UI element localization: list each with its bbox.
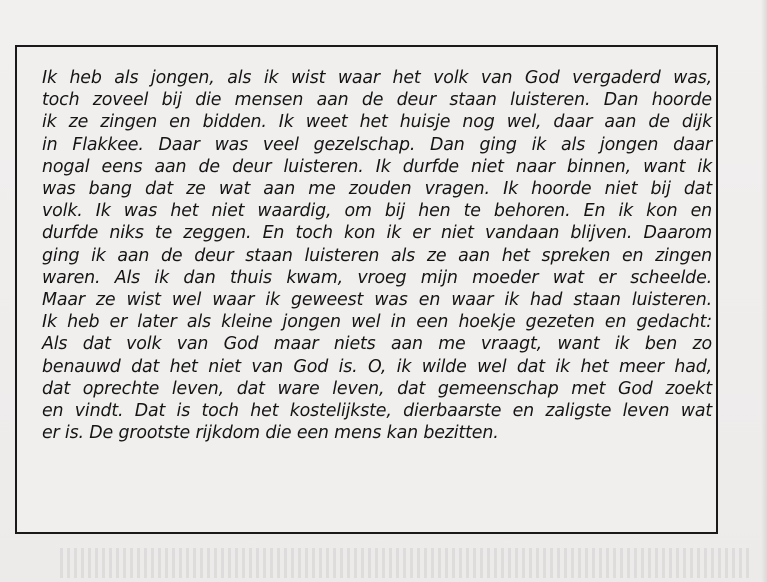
text-line: Maar ze wist wel waar ik geweest was en waar ik had staan luisteren. — [42, 290, 712, 311]
text-line: er is. De grootste rijkdom die een mens kan bezitten. — [42, 423, 499, 444]
text-line: ik ze zingen en bidden. Ik weet het huisje nog wel, daar aan de dijk — [42, 112, 712, 133]
page-edge-shadow — [761, 0, 767, 582]
text-line: durfde niks te zeggen. En toch kon ik er niet vandaan blijven. Daarom — [42, 223, 712, 244]
text-line: ging ik aan de deur staan luisteren als ze aan het spreken en zingen — [42, 245, 712, 266]
text-line: was bang dat ze wat aan me zouden vragen. Ik hoorde niet bij dat — [42, 179, 712, 200]
text-line: toch zoveel bij die mensen aan de deur staan luisteren. Dan hoorde — [42, 90, 712, 111]
text-line: dat oprechte leven, dat ware leven, dat gemeenschap met God zoekt — [42, 378, 712, 399]
text-line: volk. Ik was het niet waardig, om bij hen te behoren. En ik kon en — [42, 201, 712, 222]
text-line: Ik heb als jongen, als ik wist waar het volk van God vergaderd was, — [42, 68, 712, 88]
text-line: en vindt. Dat is toch het kostelijkste, dierbaarste en zaligste leven wat — [42, 401, 712, 422]
text-line: in Flakkee. Daar was veel gezelschap. Dan ging ik als jongen daar — [42, 134, 712, 155]
text-line: nogal eens aan de deur luisteren. Ik durfde niet naar binnen, want ik — [42, 156, 712, 177]
text-line: benauwd dat het niet van God is. O, ik wilde wel dat ik het meer had, — [42, 356, 712, 377]
text-line: Ik heb er later als kleine jongen wel in een hoekje gezeten en gedacht: — [42, 312, 712, 333]
text-line: Als dat volk van God maar niets aan me vraagt, want ik ben zo — [42, 334, 712, 355]
text-line: waren. Als ik dan thuis kwam, vroeg mijn moeder wat er scheelde. — [42, 267, 712, 288]
bleed-through-texture — [60, 548, 750, 578]
quote-text — [42, 67, 712, 444]
quote-box — [15, 45, 718, 534]
